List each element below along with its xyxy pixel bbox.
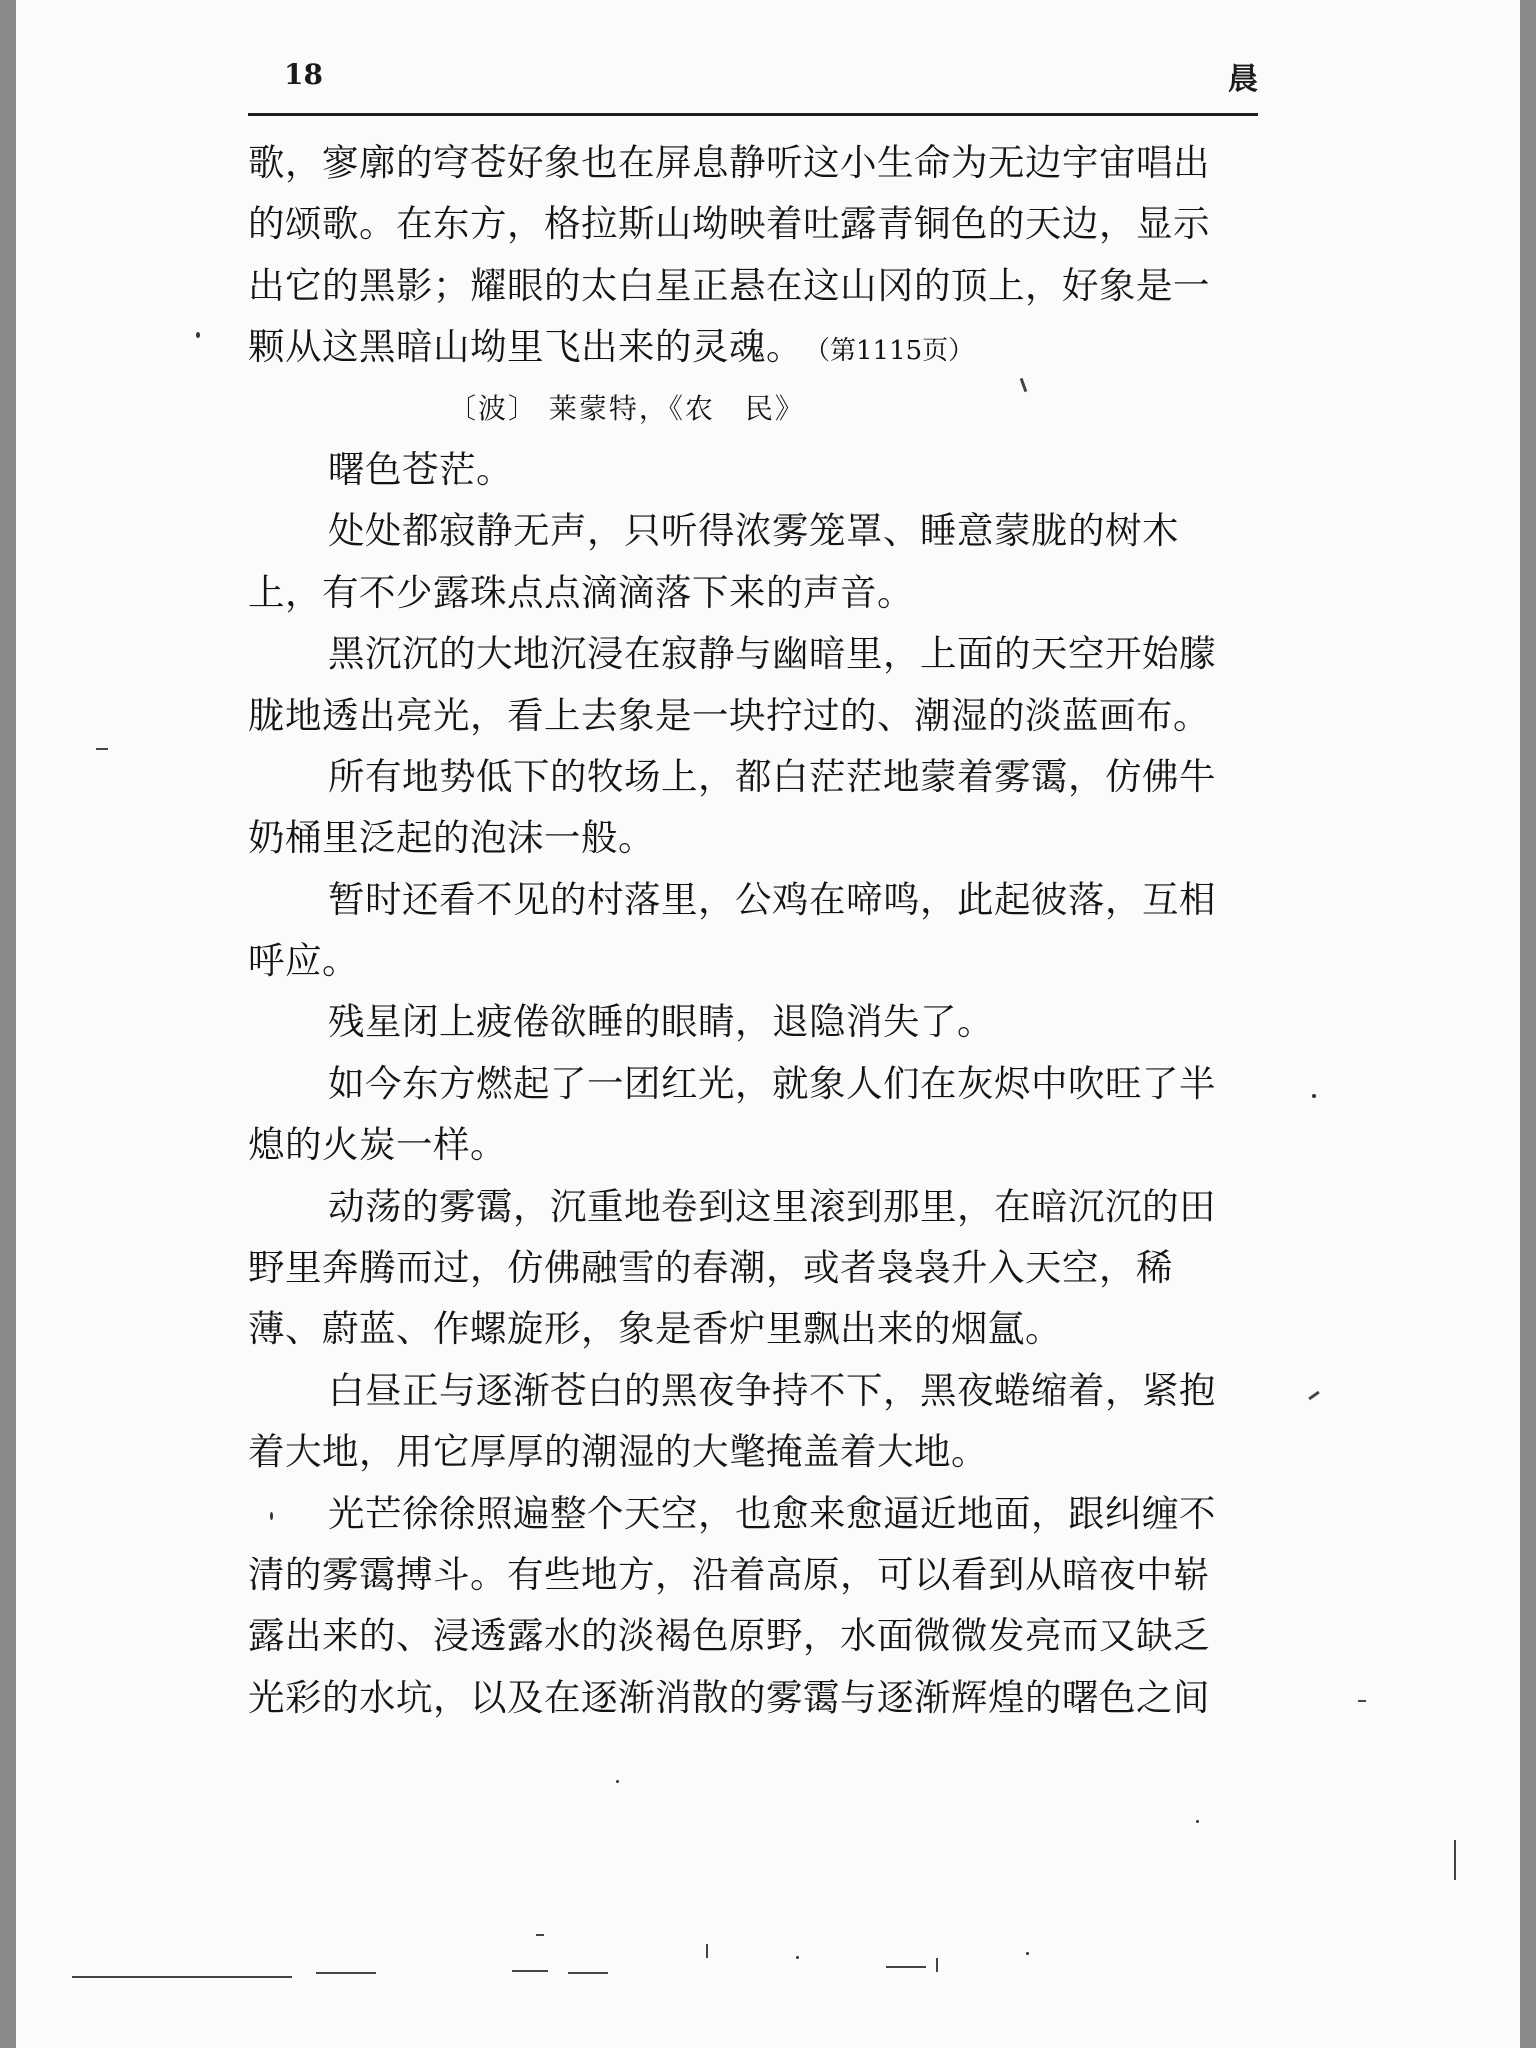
line-text: 着大地，用它厚厚的潮湿的大氅掩盖着大地。 <box>248 1430 988 1474</box>
line-text: 奶桶里泛起的泡沫一般。 <box>248 816 655 860</box>
line-text: 露出来的、浸透露水的淡褐色原野，水面微微发亮而又缺乏 <box>248 1614 1210 1658</box>
scan-speck <box>1026 1952 1029 1955</box>
header-rule <box>248 113 1258 116</box>
text-line <box>248 132 1288 193</box>
line-text: 白昼正与逐渐苍白的黑夜争持不下，黑夜蜷缩着，紧抱 <box>328 1368 1216 1412</box>
scan-mark <box>1454 1840 1456 1880</box>
text-line <box>248 193 1288 254</box>
text-line <box>248 1237 1288 1298</box>
line-text: 光芒徐徐照遍整个天空，也愈来愈逼近地面，跟纠缠不 <box>328 1491 1216 1535</box>
line-text: 的颂歌。在东方，格拉斯山坳映着吐露青铜色的天边，显示 <box>248 202 1210 246</box>
text-line <box>248 807 1288 868</box>
scan-mark <box>536 1934 544 1936</box>
line-text: 熄的火炭一样。 <box>248 1123 507 1167</box>
line-text: 曙色苍茫。 <box>328 447 513 491</box>
line-text: 如今东方燃起了一团红光，就象人们在灰烬中吹旺了半 <box>328 1061 1216 1105</box>
scanned-page <box>16 0 1520 2048</box>
line-text: 动荡的雾霭，沉重地卷到这里滚到那里，在暗沉沉的田 <box>328 1184 1216 1228</box>
text-line <box>248 255 1288 316</box>
line-text: 光彩的水坑，以及在逐渐消散的雾霭与逐渐辉煌的曙色之间 <box>248 1675 1210 1719</box>
text-line <box>248 746 1288 807</box>
scan-speck <box>796 1956 799 1959</box>
running-head: 晨 <box>1228 62 1258 97</box>
line-text: 暂时还看不见的村落里，公鸡在啼鸣，此起彼落，互相 <box>328 877 1216 921</box>
scan-mark <box>96 748 108 750</box>
text-line <box>248 991 1288 1052</box>
text-line <box>248 930 1288 991</box>
text-line <box>248 1605 1288 1666</box>
scan-mark <box>1358 1700 1366 1702</box>
line-text: 野里奔腾而过，仿佛融雪的春潮，或者袅袅升入天空，稀 <box>248 1246 1173 1290</box>
text-line <box>248 685 1288 746</box>
line-text: 处处都寂静无声，只听得浓雾笼罩、睡意蒙胧的树木 <box>328 509 1179 553</box>
scan-speck <box>1312 1094 1316 1098</box>
text-line <box>248 1483 1288 1544</box>
line-text: 呼应。 <box>248 939 359 983</box>
line-text: 上，有不少露珠点点滴滴落下来的声音。 <box>248 570 914 614</box>
text-line <box>248 1053 1288 1114</box>
line-text: 出它的黑影；耀眼的太白星正悬在这山冈的顶上，好象是一 <box>248 263 1210 307</box>
text-line <box>248 623 1288 684</box>
scan-mark <box>936 1958 938 1972</box>
scan-speck <box>1196 1820 1199 1823</box>
scan-mark <box>1308 1391 1320 1400</box>
page-number: 18 <box>284 58 323 91</box>
text-line <box>248 500 1288 561</box>
line-text: 清的雾霭搏斗。有些地方，沿着高原，可以看到从暗夜中崭 <box>248 1552 1210 1596</box>
page-header <box>248 52 1258 116</box>
text-line <box>248 439 1288 500</box>
scan-mark <box>706 1944 708 1958</box>
line-text: 黑沉沉的大地沉浸在寂静与幽暗里，上面的天空开始朦 <box>328 632 1216 676</box>
line-text: 残星闭上疲倦欲睡的眼睛，退隐消失了。 <box>328 1000 994 1044</box>
scan-mark <box>568 1972 608 1974</box>
scan-speck <box>616 1780 619 1783</box>
scan-speck <box>196 332 200 338</box>
page-citation: （第1115页） <box>817 336 975 367</box>
line-text: 颗从这黑暗山坳里飞出来的灵魂。 <box>248 325 803 369</box>
text-line <box>248 562 1288 623</box>
text-line <box>248 316 1288 377</box>
text-line <box>248 1421 1288 1482</box>
scan-speck <box>270 1512 273 1520</box>
quote-attribution <box>248 378 1288 439</box>
text-line <box>248 869 1288 930</box>
line-text: 〔波〕 莱蒙特，《农 民》 <box>448 391 805 425</box>
line-text: 所有地势低下的牧场上，都白茫茫地蒙着雾霭，仿佛牛 <box>328 754 1216 798</box>
scan-mark <box>316 1972 376 1974</box>
text-line <box>248 1667 1288 1728</box>
scan-mark <box>72 1976 292 1978</box>
text-line <box>248 1298 1288 1359</box>
text-line <box>248 1176 1288 1237</box>
line-text: 歌，寥廓的穹苍好象也在屏息静听这小生命为无边宇宙唱出 <box>248 141 1210 184</box>
body-text <box>248 132 1288 1728</box>
line-text: 胧地透出亮光，看上去象是一块拧过的、潮湿的淡蓝画布。 <box>248 693 1210 737</box>
text-line <box>248 1360 1288 1421</box>
scan-mark <box>512 1970 548 1972</box>
line-text: 薄、蔚蓝、作螺旋形，象是香炉里飘出来的烟氲。 <box>248 1307 1062 1351</box>
text-line <box>248 1114 1288 1175</box>
scan-mark <box>886 1966 926 1968</box>
text-line <box>248 1544 1288 1605</box>
